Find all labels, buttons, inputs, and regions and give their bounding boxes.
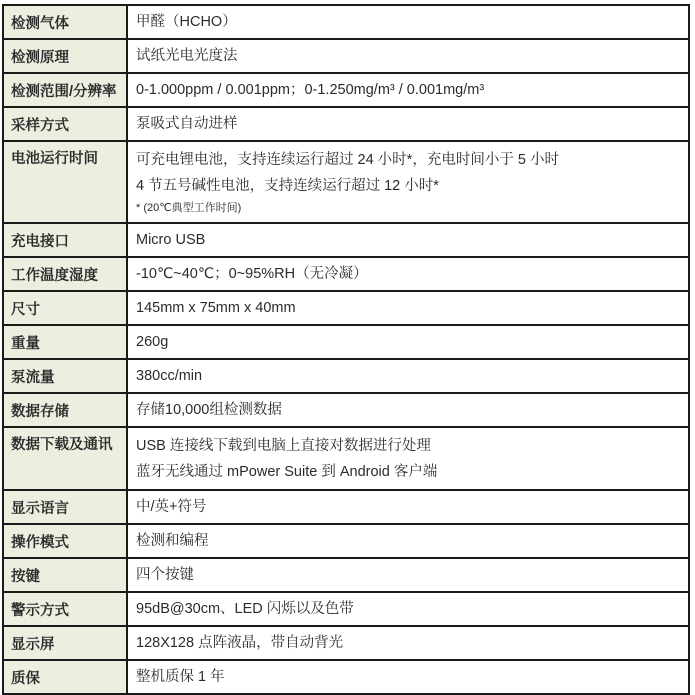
spec-label: 泵流量 — [3, 359, 127, 393]
spec-value — [127, 427, 689, 490]
table-row-data-download — [3, 427, 689, 490]
spec-value — [127, 257, 689, 291]
spec-table — [2, 4, 690, 695]
spec-value — [127, 626, 689, 660]
spec-value-line: 整机质保 1 年 — [136, 669, 225, 685]
spec-label: 警示方式 — [3, 592, 127, 626]
table-row-display-screen — [3, 626, 689, 660]
table-row-detect-gas — [3, 5, 689, 39]
table-row-charge-port — [3, 223, 689, 257]
table-row-display-language — [3, 490, 689, 524]
spec-value — [127, 490, 689, 524]
spec-value-line: 0-1.000ppm / 0.001ppm；0-1.250mg/m³ / 0.001mg/m³ — [136, 82, 485, 98]
spec-label: 重量 — [3, 325, 127, 359]
spec-value — [127, 141, 689, 223]
spec-value-line: 蓝牙无线通过 mPower Suite 到 Android 客户端 — [136, 464, 438, 480]
spec-label: 尺寸 — [3, 291, 127, 325]
spec-value-line: Micro USB — [136, 232, 206, 248]
spec-label: 工作温度湿度 — [3, 257, 127, 291]
spec-value-line: -10℃~40℃；0~95%RH（无冷凝） — [136, 266, 368, 282]
spec-value — [127, 39, 689, 73]
table-row-battery — [3, 141, 689, 223]
spec-value-line: 260g — [136, 334, 169, 350]
spec-value-line: 存储10,000组检测数据 — [136, 402, 282, 418]
table-row-sampling — [3, 107, 689, 141]
table-row-operation-mode — [3, 524, 689, 558]
spec-label: 显示语言 — [3, 490, 127, 524]
table-row-pump-flow — [3, 359, 689, 393]
spec-value-line: 4 节五号碱性电池，支持连续运行超过 12 小时* — [136, 178, 439, 194]
spec-label: 电池运行时间 — [3, 141, 127, 223]
spec-value — [127, 524, 689, 558]
spec-label: 质保 — [3, 660, 127, 694]
spec-label: 检测气体 — [3, 5, 127, 39]
table-row-detect-principle — [3, 39, 689, 73]
spec-label: 显示屏 — [3, 626, 127, 660]
table-row-buttons — [3, 558, 689, 592]
table-row-dimensions — [3, 291, 689, 325]
spec-value — [127, 359, 689, 393]
spec-value — [127, 73, 689, 107]
spec-value — [127, 558, 689, 592]
spec-value-line: 检测和编程 — [136, 533, 209, 549]
spec-footnote: * (20℃典型工作时间) — [136, 202, 242, 214]
spec-value-line: 甲醛（HCHO） — [136, 14, 237, 30]
table-row-warranty — [3, 660, 689, 694]
spec-value-line: 泵吸式自动进样 — [136, 116, 238, 132]
table-row-range-resolution — [3, 73, 689, 107]
table-row-temp-humidity — [3, 257, 689, 291]
spec-value — [127, 107, 689, 141]
spec-value-line: 380cc/min — [136, 368, 203, 384]
spec-label: 数据存储 — [3, 393, 127, 427]
spec-value-line: 128X128 点阵液晶，带自动背光 — [136, 635, 344, 651]
table-row-alarm — [3, 592, 689, 626]
table-row-weight — [3, 325, 689, 359]
spec-value-line: 95dB@30cm、LED 闪烁以及色带 — [136, 601, 354, 617]
spec-label: 充电接口 — [3, 223, 127, 257]
spec-value — [127, 223, 689, 257]
spec-value — [127, 291, 689, 325]
spec-label: 操作模式 — [3, 524, 127, 558]
spec-value — [127, 660, 689, 694]
spec-value — [127, 393, 689, 427]
spec-label: 数据下载及通讯 — [3, 427, 127, 490]
spec-label: 检测范围/分辨率 — [3, 73, 127, 107]
spec-label: 检测原理 — [3, 39, 127, 73]
spec-value-line: 可充电锂电池，支持连续运行超过 24 小时*，充电时间小于 5 小时 — [136, 152, 559, 168]
spec-value-line: 中/英+符号 — [136, 499, 207, 515]
spec-value-line: 四个按键 — [136, 567, 194, 583]
spec-value-line: 145mm x 75mm x 40mm — [136, 300, 296, 316]
table-row-data-storage — [3, 393, 689, 427]
spec-value — [127, 325, 689, 359]
spec-label: 采样方式 — [3, 107, 127, 141]
spec-label: 按键 — [3, 558, 127, 592]
spec-value-line: 试纸光电光度法 — [136, 48, 238, 64]
spec-value-line: USB 连接线下载到电脑上直接对数据进行处理 — [136, 438, 431, 454]
spec-value — [127, 592, 689, 626]
spec-value — [127, 5, 689, 39]
